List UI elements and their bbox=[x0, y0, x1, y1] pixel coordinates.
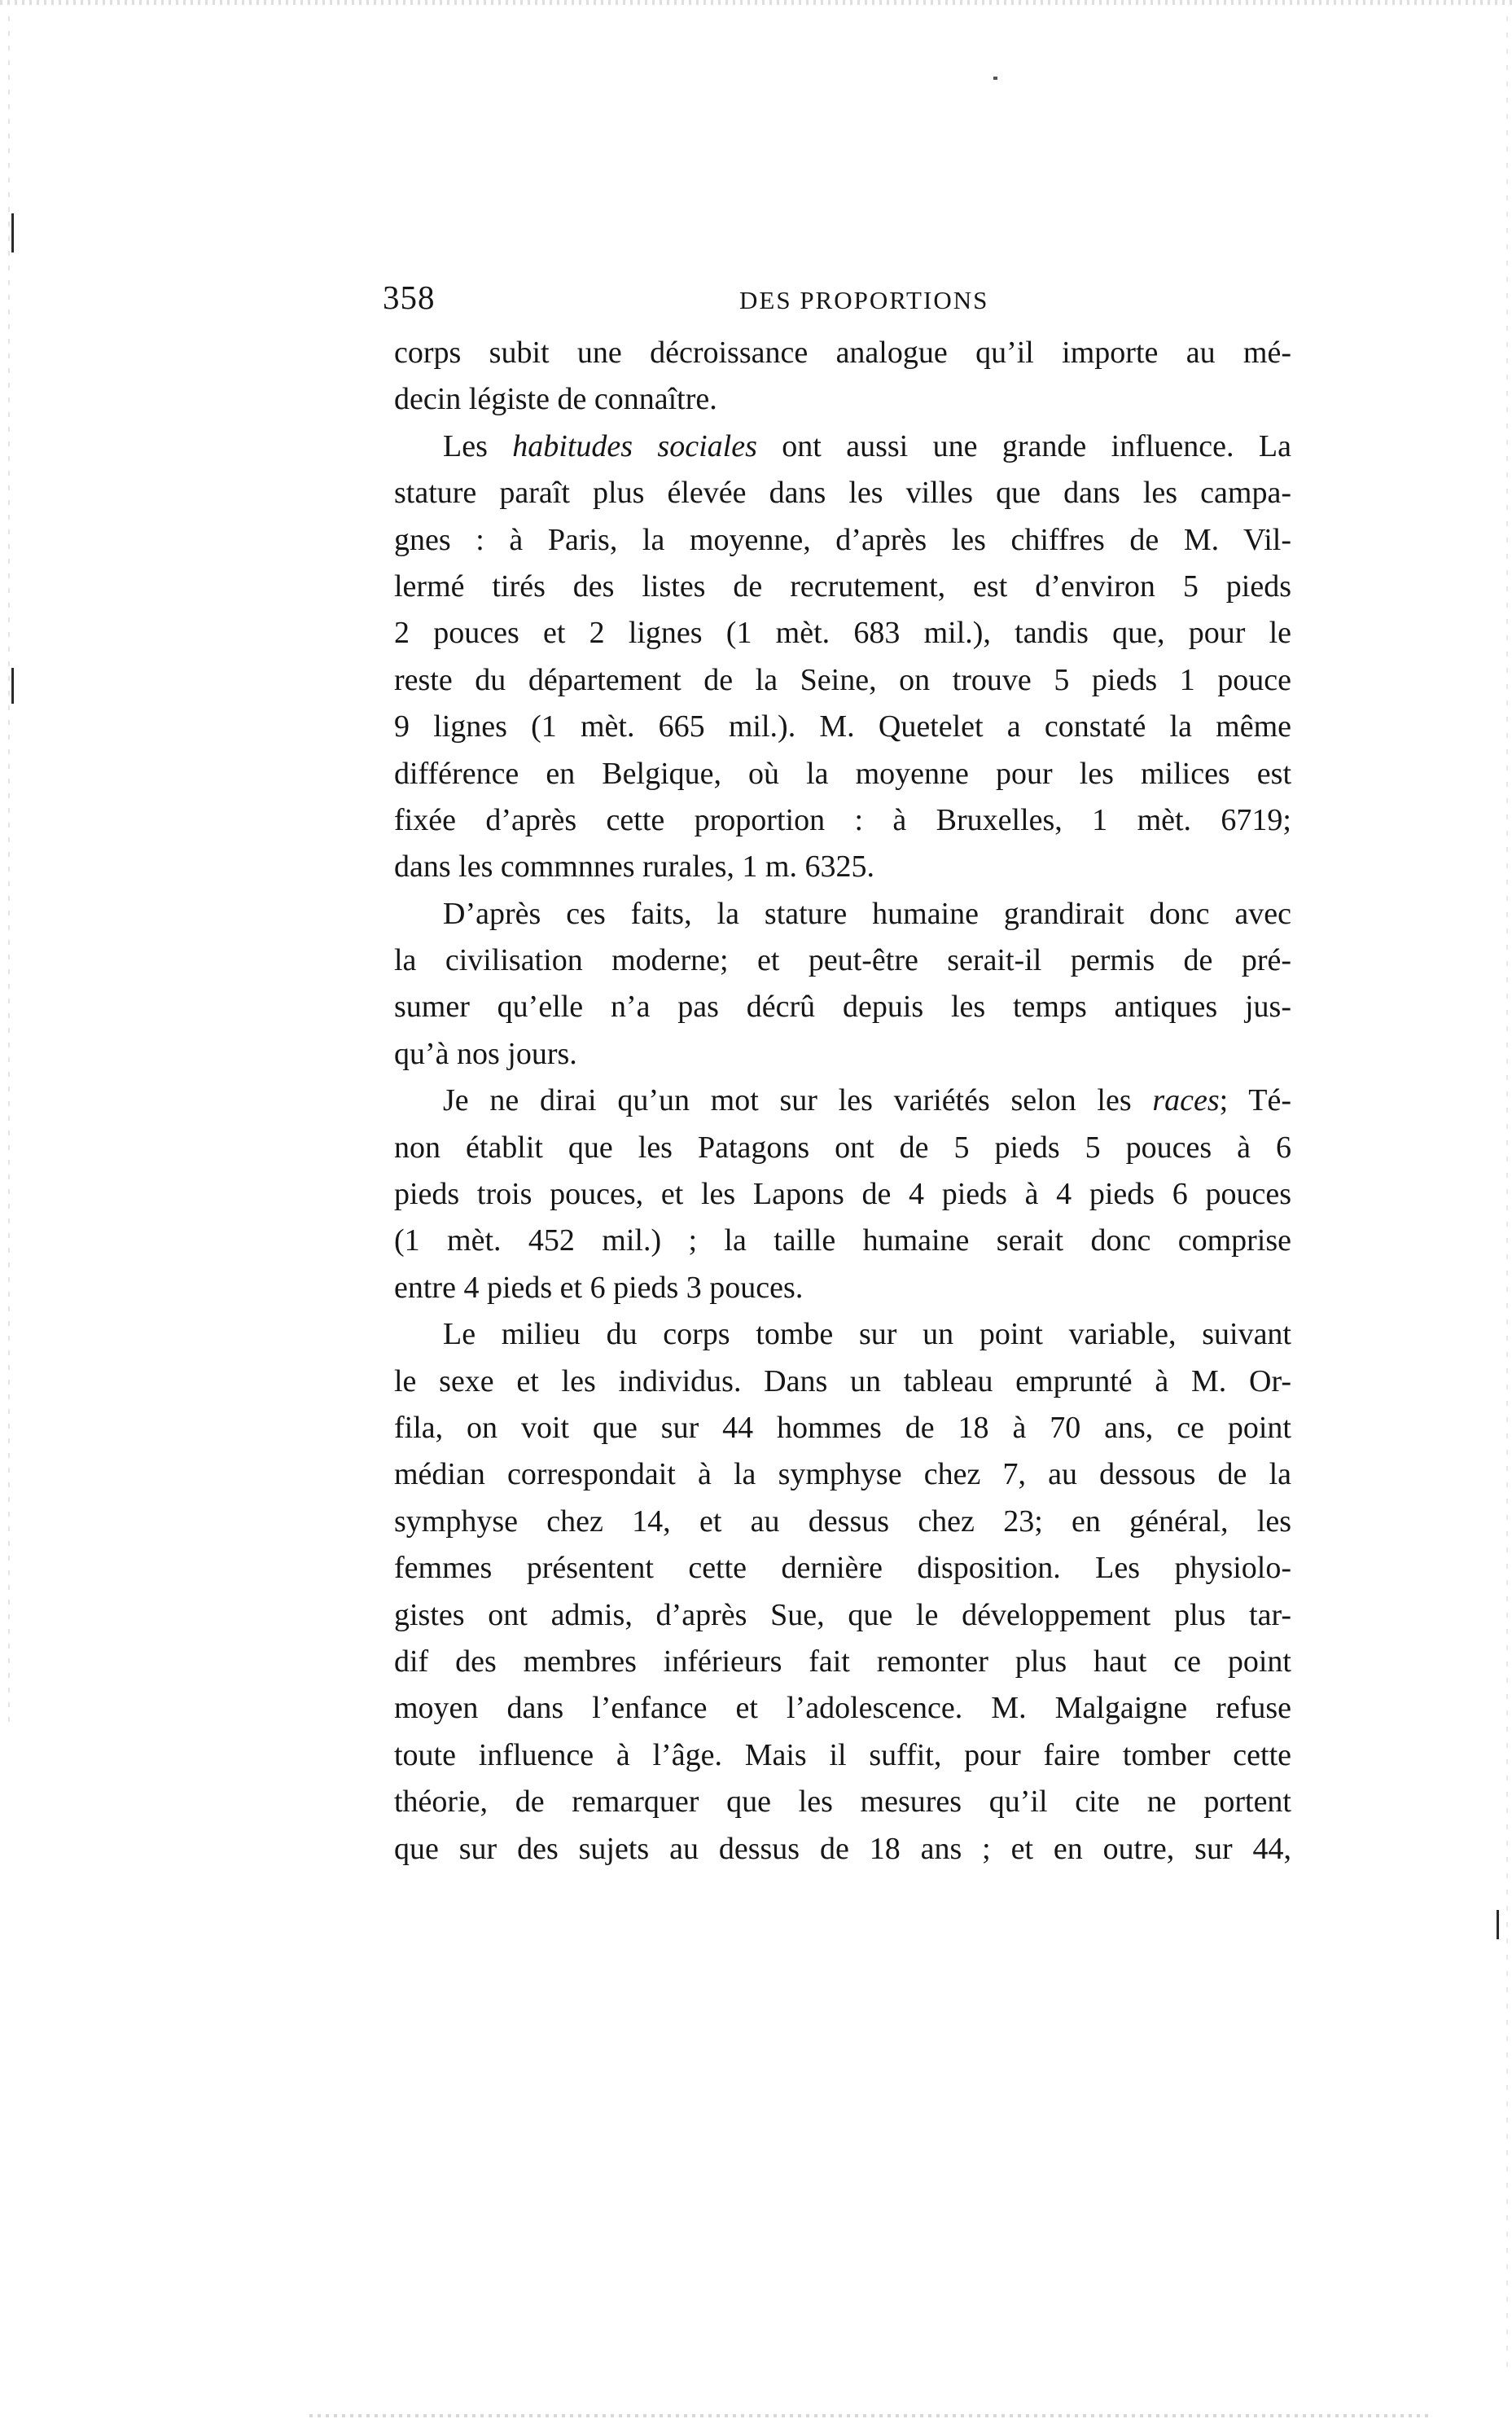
text-line: dans les commnnes rurales, 1 m. 6325. bbox=[394, 850, 874, 885]
text-line bbox=[394, 424, 1291, 470]
text-line: femmes présentent cette dernière disposition. Les physiolo- bbox=[394, 1551, 1291, 1586]
text-line: fixée d’après cette proportion : à Bruxelles, 1 mèt. 6719; bbox=[394, 802, 1291, 837]
scan-edge-top bbox=[0, 0, 1512, 5]
text-line: que sur des sujets au dessus de 18 ans ; et en outre, sur 44, bbox=[394, 1831, 1291, 1866]
scan-mark bbox=[1497, 1910, 1499, 1939]
italic-phrase: races bbox=[1152, 1083, 1220, 1118]
text-line: médian correspondait à la symphyse chez 7, au dessous de la bbox=[394, 1457, 1291, 1492]
text-line: 2 pouces et 2 lignes (1 mèt. 683 mil.), tandis que, pour le bbox=[394, 616, 1291, 651]
text-line: différence en Belgique, où la moyenne pour les milices est bbox=[394, 756, 1291, 791]
text-line: non établit que les Patagons ont de 5 pieds 5 pouces à 6 bbox=[394, 1130, 1291, 1165]
text-line: pieds trois pouces, et les Lapons de 4 pieds à 4 pieds 6 pouces bbox=[394, 1177, 1291, 1212]
text-segment: Les bbox=[443, 428, 513, 463]
scan-edge-right bbox=[1506, 16, 1508, 2378]
text-line: corps subit une décroissance analogue qu’il importe au mé- bbox=[394, 336, 1291, 370]
text-line: moyen dans l’enfance et l’adolescence. M. Malgaigne refuse bbox=[394, 1691, 1291, 1726]
italic-phrase: habitudes sociales bbox=[512, 428, 757, 463]
text-line: qu’à nos jours. bbox=[394, 1036, 577, 1071]
page-number: 358 bbox=[383, 279, 436, 316]
text-segment: ont aussi une grande influence. La bbox=[756, 428, 1291, 463]
scan-edge-bottom bbox=[309, 2414, 1433, 2417]
text-line: toute influence à l’âge. Mais il suffit, pour faire tomber cette bbox=[394, 1737, 1291, 1772]
text-line: decin légiste de connaître. bbox=[394, 382, 717, 417]
text-line: fila, on voit que sur 44 hommes de 18 à 70 ans, ce point bbox=[394, 1410, 1291, 1445]
text-line: gnes : à Paris, la moyenne, d’après les chiffres de M. Vil- bbox=[394, 522, 1291, 557]
running-title: DES PROPORTIONS bbox=[739, 286, 989, 314]
page-header bbox=[383, 269, 1303, 326]
text-line: D’après ces faits, la stature humaine grandirait donc avec bbox=[443, 896, 1291, 931]
scan-mark bbox=[11, 668, 14, 704]
text-line: gistes ont admis, d’après Sue, que le développement plus tar- bbox=[394, 1597, 1291, 1632]
text-line: 9 lignes (1 mèt. 665 mil.). M. Quetelet a constaté la même bbox=[394, 709, 1291, 744]
scan-mark bbox=[11, 213, 14, 252]
text-line: Le milieu du corps tombe sur un point variable, suivant bbox=[443, 1317, 1291, 1352]
scan-speck bbox=[993, 77, 997, 80]
text-segment: Je ne dirai qu’un mot sur les variétés selon les bbox=[443, 1083, 1153, 1118]
text-line: entre 4 pieds et 6 pieds 3 pouces. bbox=[394, 1270, 804, 1305]
scan-edge-left bbox=[8, 16, 10, 1727]
text-line: la civilisation moderne; et peut-être serait-il permis de pré- bbox=[394, 943, 1291, 978]
text-line: dif des membres inférieurs fait remonter plus haut ce point bbox=[394, 1644, 1291, 1679]
text-line: sumer qu’elle n’a pas décrû depuis les temps antiques jus- bbox=[394, 990, 1291, 1025]
text-line: stature paraît plus élevée dans les villes que dans les campa- bbox=[394, 476, 1291, 511]
text-line: lermé tirés des listes de recrutement, est d’environ 5 pieds bbox=[394, 569, 1291, 604]
text-line: reste du département de la Seine, on trouve 5 pieds 1 pouce bbox=[394, 662, 1291, 697]
text-line: le sexe et les individus. Dans un tableau emprunté à M. Or- bbox=[394, 1363, 1291, 1398]
text-segment: ; Té- bbox=[1219, 1083, 1291, 1118]
body-text bbox=[394, 330, 1291, 1872]
text-line: symphyse chez 14, et au dessus chez 23; en général, les bbox=[394, 1504, 1291, 1539]
text-line: théorie, de remarquer que les mesures qu’il cite ne portent bbox=[394, 1785, 1291, 1820]
text-line: (1 mèt. 452 mil.) ; la taille humaine serait donc comprise bbox=[394, 1223, 1291, 1258]
text-line bbox=[394, 1078, 1291, 1124]
